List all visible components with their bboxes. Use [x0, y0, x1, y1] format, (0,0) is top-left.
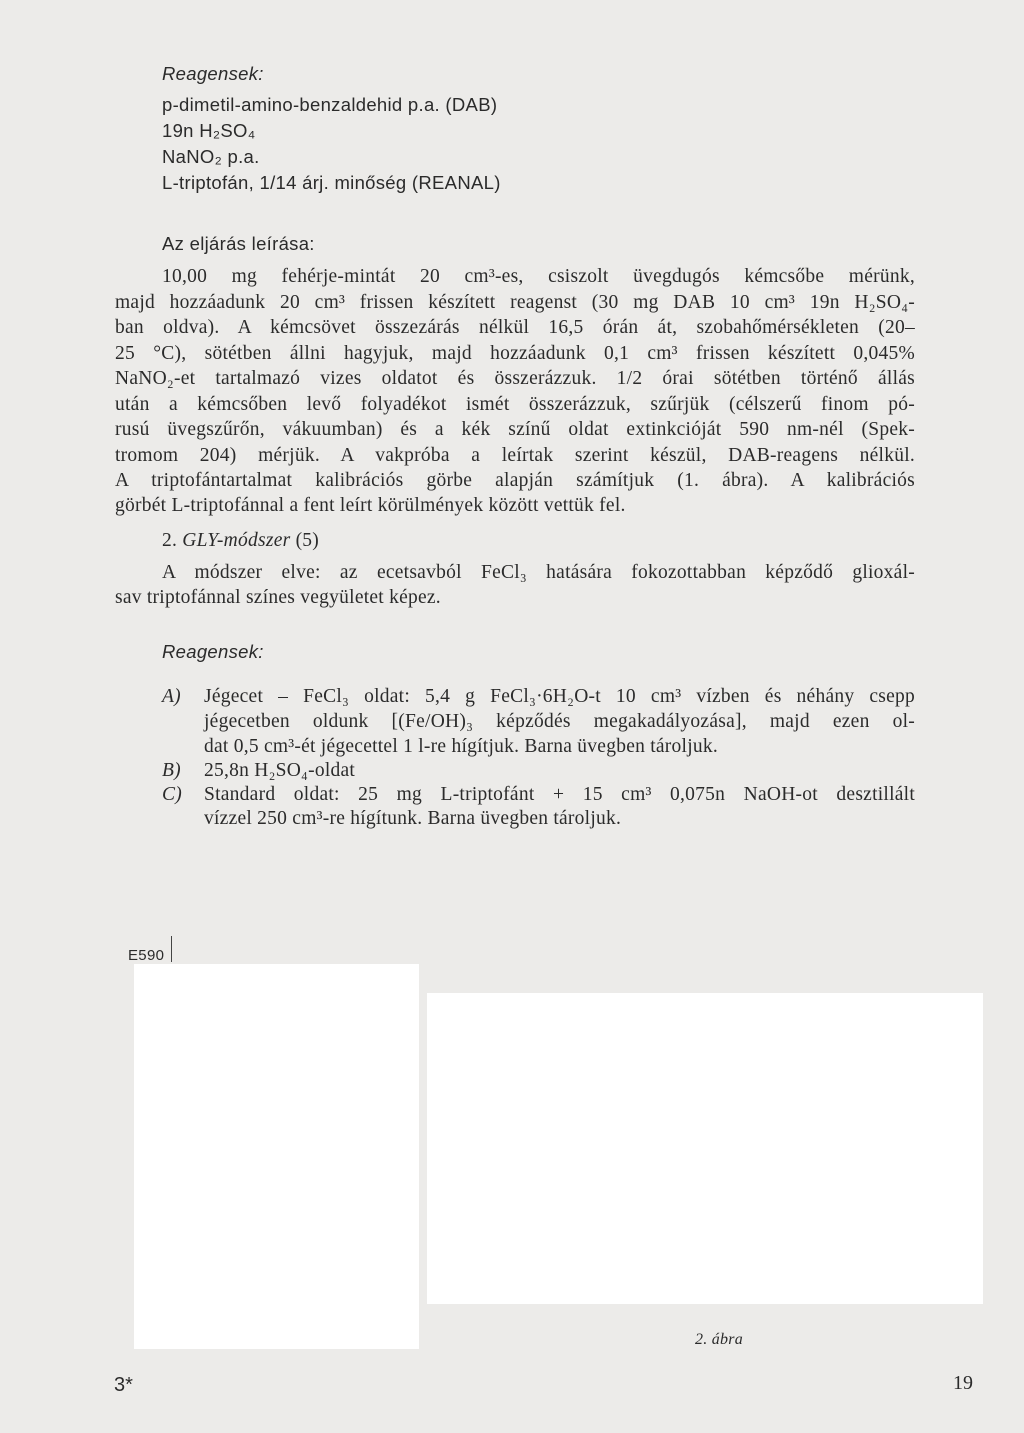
reagent-line: p-dimetil-amino-benzaldehid p.a. (DAB)	[162, 94, 498, 115]
figure-panel-right	[427, 993, 983, 1304]
method-heading	[162, 529, 962, 553]
reagent-item-line: Jégecet – FeCl₃ oldat: 5,4 g FeCl₃·6H₂O-t 10 cm³ vízben és néhány csepp	[204, 686, 915, 707]
page-number: 19	[953, 1372, 973, 1394]
procedure-line: ban oldva). A kémcsövet összezárás nélkül 16,5 órán át, szobahőmérsékleten (20–	[115, 317, 915, 338]
reagent-line: L-triptofán, 1/14 árj. minőség (REANAL)	[162, 172, 501, 193]
list-marker: C)	[162, 784, 182, 805]
procedure-line: 10,00 mg fehérje-mintát 20 cm³-es, csiszolt üvegdugós kémcsőbe mérünk,	[162, 266, 915, 287]
method-name: GLY-módszer	[182, 530, 291, 551]
reagent-line: NaNO₂ p.a.	[162, 146, 260, 167]
reagents-heading: Reagensek:	[162, 641, 264, 662]
reagent-line: 19n H₂SO₄	[162, 120, 256, 141]
procedure-line: görbét L-triptofánnal a fent leírt körülmények között vettük fel.	[115, 495, 626, 516]
figure-panel-left	[134, 964, 419, 1349]
procedure-line: NaNO₂-et tartalmazó vizes oldatot és összerázzuk. 1/2 órai sötétben történő állás	[115, 368, 915, 389]
procedure-line: majd hozzáadunk 20 cm³ frissen készített reagenst (30 mg DAB 10 cm³ 19n H₂SO₄-	[115, 292, 915, 313]
reagent-item-line: jégecetben oldunk [(Fe/OH)₃ képződés megakadályozása], majd ezen ol-	[204, 711, 915, 732]
reagent-item-line: 25,8n H₂SO₄-oldat	[204, 760, 356, 781]
figure-axis-tick	[171, 936, 172, 962]
method-reference: (5)	[295, 530, 320, 551]
list-marker: B)	[162, 760, 181, 781]
signature-mark: 3*	[114, 1374, 133, 1396]
procedure-line: A triptofántartalmat kalibrációs görbe alapján számítjuk (1. ábra). A kalibrációs	[115, 470, 915, 491]
method-principle-line: A módszer elve: az ecetsavból FeCl₃ hatására fokozottabban képződő glioxál-	[162, 562, 915, 583]
figure-axis-label: E590	[128, 947, 165, 964]
procedure-heading: Az eljárás leírása:	[162, 233, 315, 254]
procedure-line: tromom 204) mérjük. A vakpróba a leírtak szerint készül, DAB-reagens nélkül.	[115, 445, 915, 466]
method-number: 2.	[162, 530, 178, 551]
procedure-line: után a kémcsőben levő folyadékot ismét összerázzuk, szűrjük (célszerű finom pó-	[115, 394, 915, 415]
reagent-item-line: vízzel 250 cm³-re hígítunk. Barna üvegben tároljuk.	[204, 808, 622, 829]
method-principle-line: sav triptofánnal színes vegyületet képez.	[115, 587, 441, 608]
figure-caption: 2. ábra	[695, 1331, 743, 1348]
reagent-item-line: Standard oldat: 25 mg L-triptofánt + 15 cm³ 0,075n NaOH-ot desztillált	[204, 784, 915, 805]
list-marker: A)	[162, 686, 181, 707]
reagents-heading: Reagensek:	[162, 63, 264, 84]
procedure-line: 25 °C), sötétben állni hagyjuk, majd hozzáadunk 0,1 cm³ frissen készített 0,045%	[115, 343, 915, 364]
procedure-line: rusú üvegszűrőn, vákuumban) és a kék színű oldat extinkcióját 590 nm-nél (Spek-	[115, 419, 915, 440]
reagent-item-line: dat 0,5 cm³-ét jégecettel 1 l-re hígítjuk. Barna üvegben tároljuk.	[204, 736, 719, 757]
